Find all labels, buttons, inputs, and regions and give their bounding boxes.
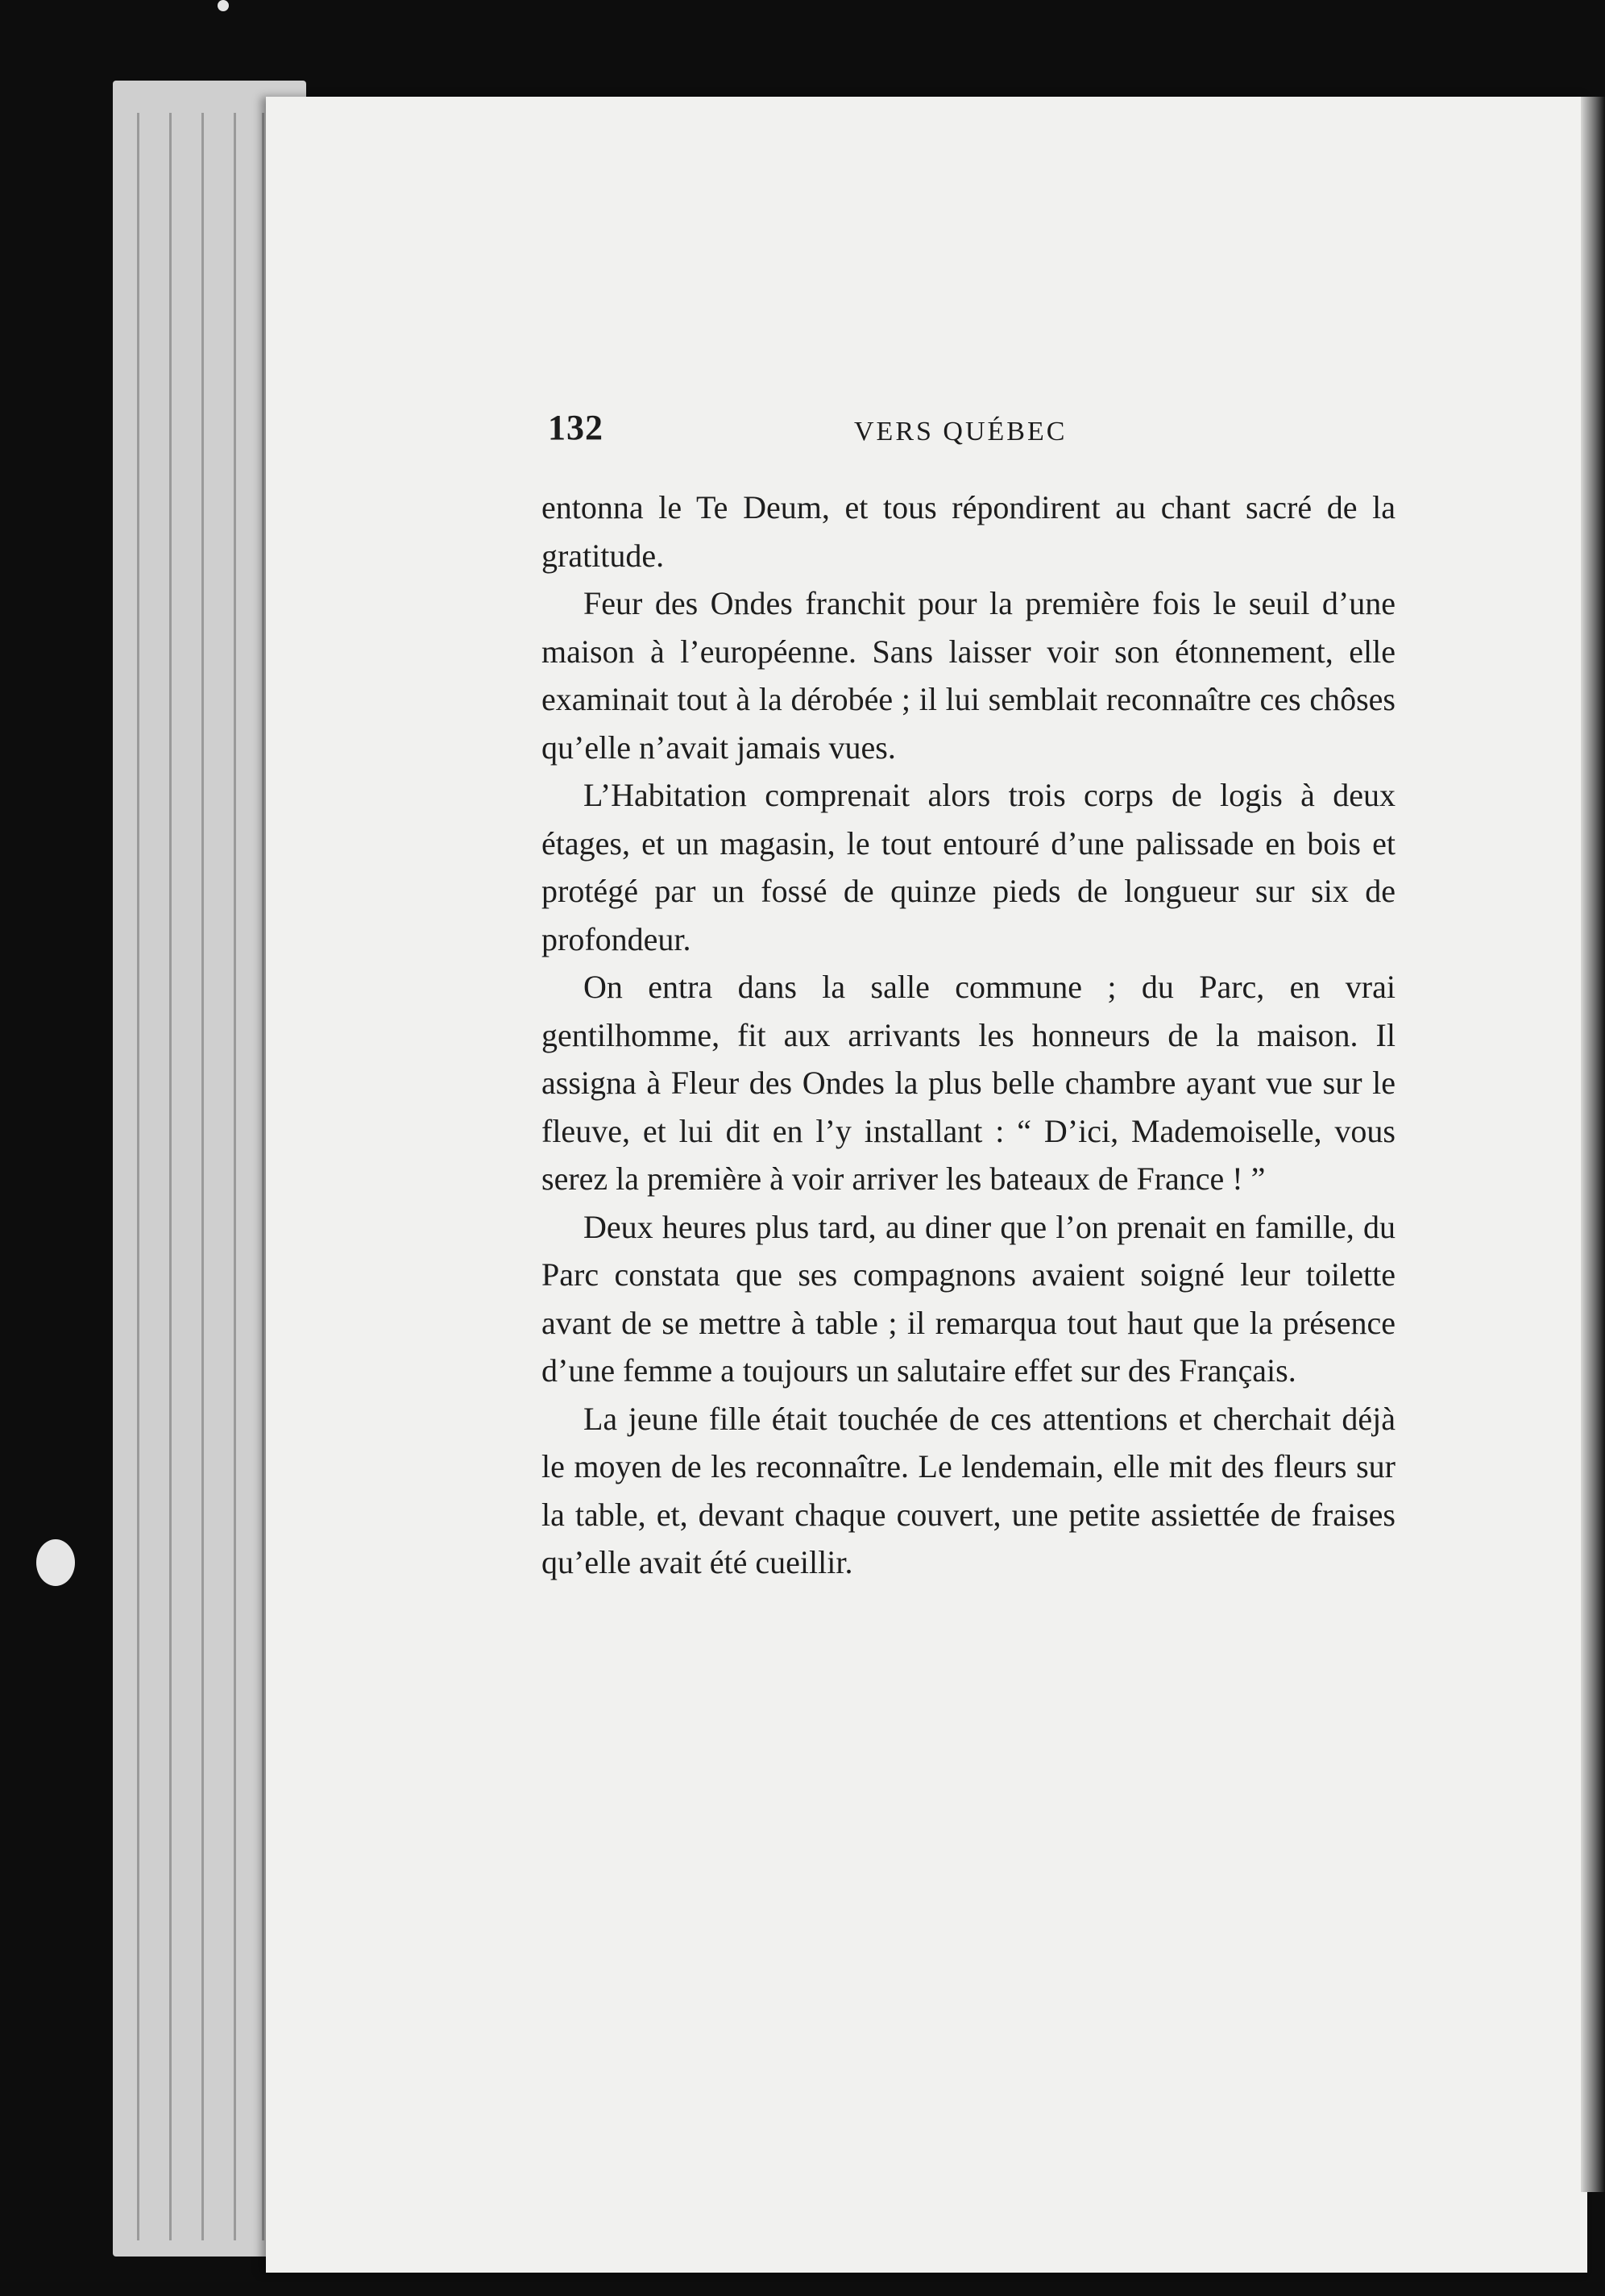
- running-title: VERS QUÉBEC: [854, 417, 1068, 446]
- page-edge-line: [201, 113, 204, 2240]
- page-right-edge: [1581, 97, 1605, 2192]
- page-edge-line: [262, 113, 264, 2240]
- scan-speck: [218, 0, 229, 11]
- paragraph: On entra dans la salle commune ; du Parc, en vrai gentilhomme, fit aux arrivants les honneurs de la maison. Il assigna à Fleur des Ondes la plus belle chambre ayant vue sur le fleuve, et lui dit en l’y installant : “ D’ici, Mademoiselle, vous serez la première à voir arriver les bateaux de France ! ”: [541, 969, 1396, 1197]
- paragraph: Feur des Ondes franchit pour la première fois le seuil d’une maison à l’européenne. Sans laisser voir son étonnement, elle examinait tout à la dérobée ; il lui semblait reconnaître ces chôses qu’elle n’avait jamais vues.: [541, 585, 1396, 766]
- page-edge-line: [137, 113, 139, 2240]
- paragraph: Deux heures plus tard, au diner que l’on prenait en famille, du Parc constata que ses compagnons avaient soigné leur toilette avant de se mettre à table ; il remarqua tout haut que la présence d’une femme a toujours un salutaire effet sur des Français.: [541, 1208, 1396, 1389]
- page-edge-line: [234, 113, 236, 2240]
- page-edge-line: [169, 113, 172, 2240]
- body-text: [541, 484, 1396, 1587]
- paragraph: entonna le Te Deum, et tous répondirent au chant sacré de la gratitude.: [541, 489, 1396, 574]
- page-header: [548, 407, 1402, 463]
- page-number: 132: [548, 408, 603, 447]
- paragraph: L’Habitation comprenait alors trois corps de logis à deux étages, et un magasin, le tout entouré d’une palissade en bois et protégé par un fossé de quinze pieds de longueur sur six de profondeur.: [541, 777, 1396, 957]
- paragraph: La jeune fille était touchée de ces attentions et cherchait déjà le moyen de les reconnaître. Le lendemain, elle mit des fleurs sur la table, et, devant chaque couvert, une petite assiettée de fraises qu’elle avait été cueillir.: [541, 1400, 1396, 1580]
- scan-speck: [36, 1539, 75, 1586]
